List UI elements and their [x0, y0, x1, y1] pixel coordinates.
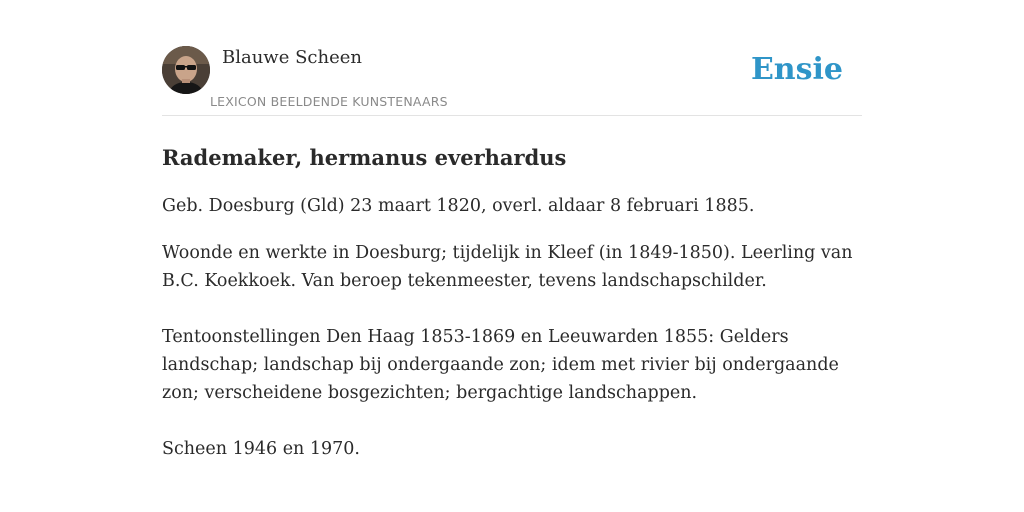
author-name[interactable]: Blauwe Scheen	[222, 47, 362, 68]
avatar[interactable]	[162, 46, 210, 94]
paragraph-birth-death: Geb. Doesburg (Gld) 23 maart 1820, overl. aldaar 8 februari 1885.	[162, 196, 755, 216]
paragraph-exhibitions: Tentoonstellingen Den Haag 1853-1869 en Leeuwarden 1855: Gelders landschap; landschap bij ondergaande zon; idem met rivier bij ondergaande zon; verscheidene bosgezichten; bergachtige landschappen.	[162, 327, 839, 403]
paragraph-sources: Scheen 1946 en 1970.	[162, 439, 360, 459]
avatar-photo	[162, 46, 210, 94]
brand-logo[interactable]: Ensie	[750, 52, 843, 87]
page-title: Rademaker, hermanus everhardus	[162, 145, 567, 170]
article-card	[162, 46, 862, 463]
collection-label[interactable]: LEXICON BEELDENDE KUNSTENAARS	[210, 94, 448, 109]
article-header	[162, 46, 862, 116]
paragraph-biography: Woonde en werkte in Doesburg; tijdelijk in Kleef (in 1849-1850). Leerling van B.C. Koekkoek. Van beroep tekenmeester, tevens landschapschilder.	[162, 243, 853, 291]
